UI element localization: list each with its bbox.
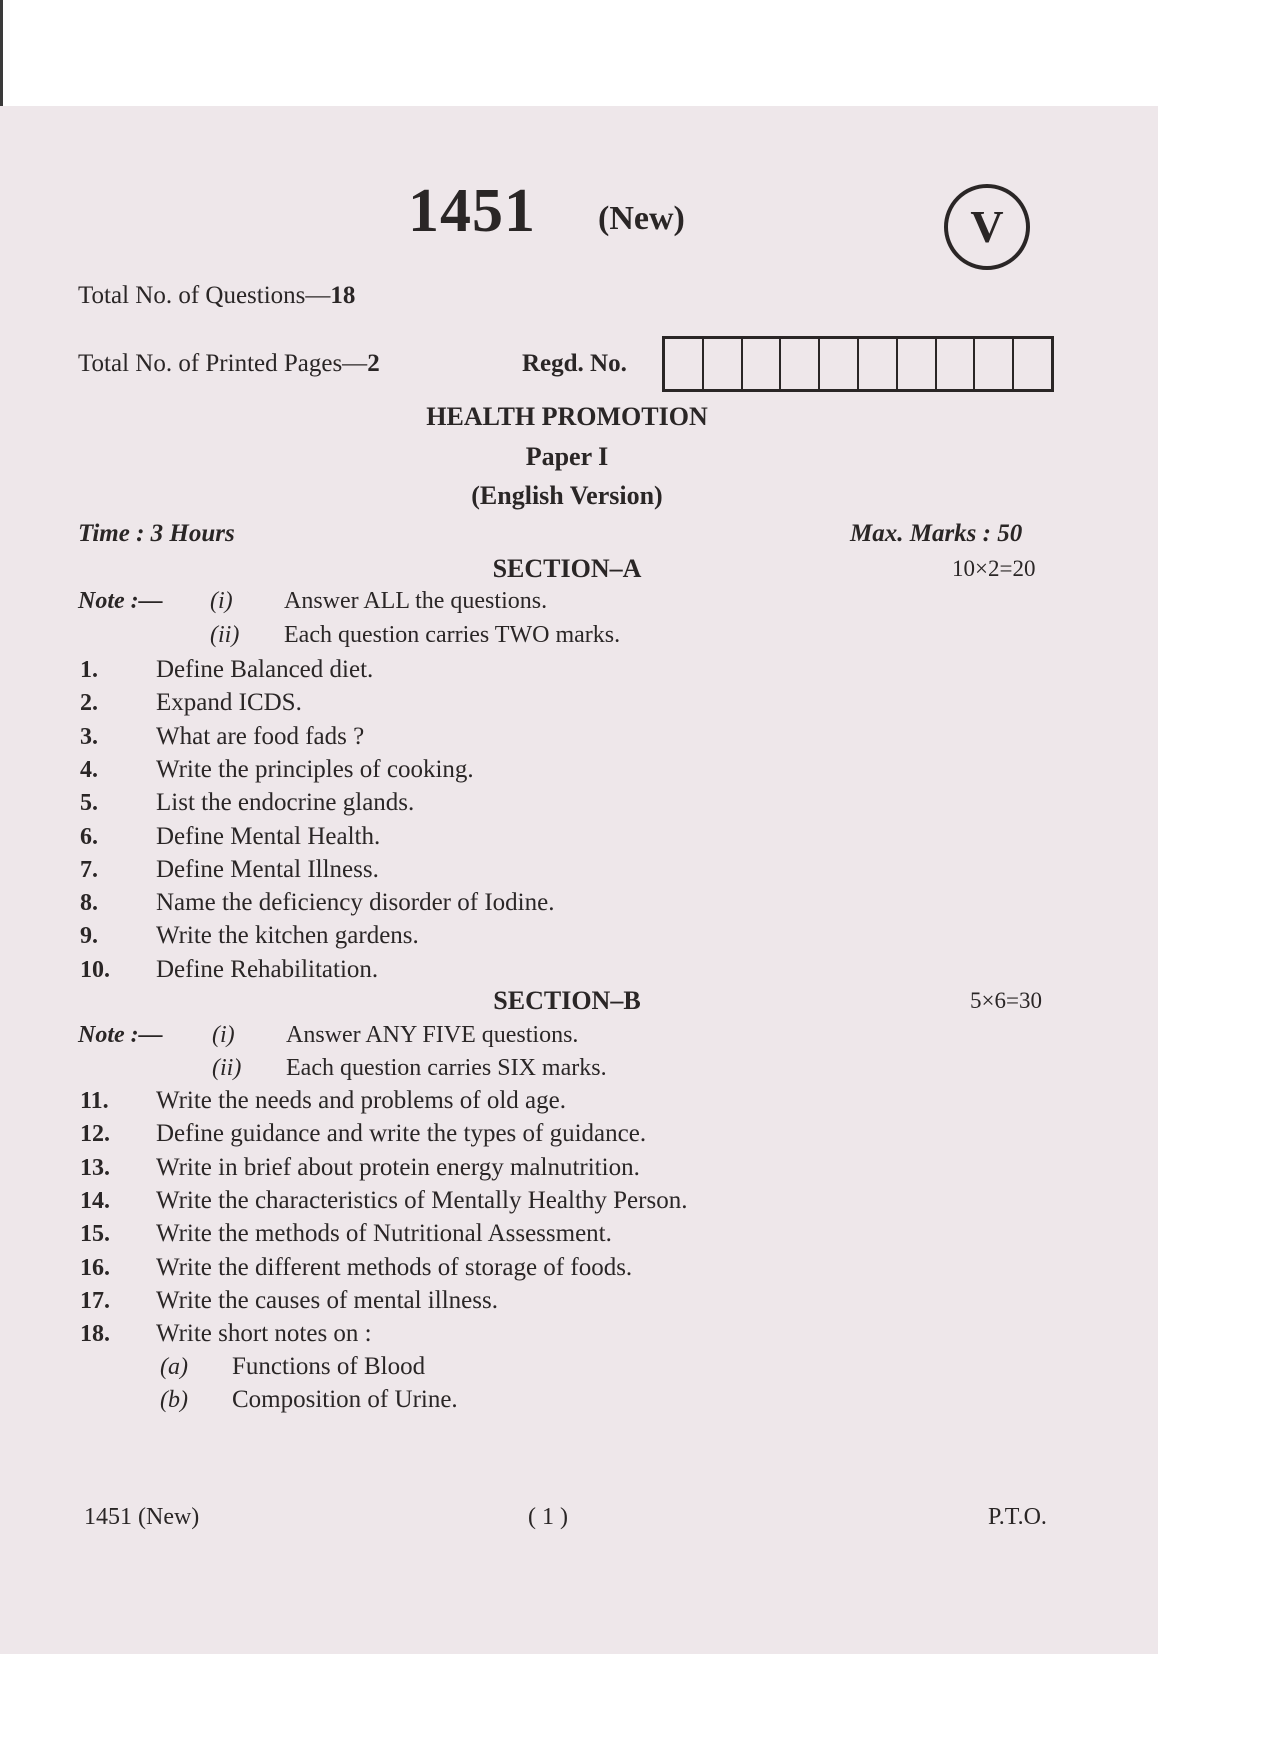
regd-digit-box[interactable] (743, 339, 782, 389)
section-b-note-2 (78, 1055, 878, 1085)
question-text: Write the kitchen gardens. (156, 922, 419, 950)
question-number: 17. (80, 1287, 110, 1314)
regd-number-boxes[interactable] (662, 336, 1054, 392)
note-index: (i) (210, 588, 233, 614)
question-number: 5. (80, 790, 98, 817)
total-questions (78, 282, 355, 310)
question-text: Write the methods of Nutritional Assessment. (156, 1220, 612, 1248)
section-b-note-1 (78, 1022, 878, 1052)
question-text: Name the deficiency disorder of Iodine. (156, 889, 555, 917)
section-b-title: SECTION–B (493, 986, 641, 1015)
question-number: 13. (80, 1154, 110, 1181)
note-index: (ii) (210, 622, 240, 648)
question-number: 14. (80, 1187, 110, 1214)
total-questions-value: 18 (330, 282, 356, 309)
paper-variant: (New) (598, 200, 685, 237)
question-text: List the endocrine glands. (156, 789, 415, 817)
question-number: 6. (80, 823, 98, 850)
total-pages-label: Total No. of Printed Pages— (78, 350, 368, 377)
regd-digit-box[interactable] (665, 339, 704, 389)
total-pages (78, 350, 380, 378)
regd-label: Regd. No. (522, 350, 627, 377)
question-text: Expand ICDS. (156, 689, 302, 717)
regd-digit-box[interactable] (781, 339, 820, 389)
footer-pto: P.T.O. (988, 1504, 1047, 1530)
note-index: (i) (212, 1022, 235, 1048)
question-text: Define Balanced diet. (156, 656, 374, 683)
total-questions-label: Total No. of Questions— (78, 282, 331, 309)
note-text: Answer ANY FIVE questions. (286, 1022, 579, 1048)
question-text: Define Mental Health. (156, 822, 381, 850)
version-title: (English Version) (471, 481, 663, 510)
regd-digit-box[interactable] (898, 339, 937, 389)
regd-digit-box[interactable] (704, 339, 743, 389)
question-number: 10. (80, 956, 110, 983)
question-number: 2. (80, 690, 98, 717)
question-text: Write the principles of cooking. (156, 755, 474, 783)
question-text: Write short notes on : (156, 1320, 372, 1348)
question-number: 12. (80, 1121, 110, 1148)
question-number: 8. (80, 890, 98, 917)
sub-item-index: (a) (160, 1354, 188, 1380)
question-text: What are food fads ? (156, 722, 365, 750)
section-a-note-2 (78, 622, 878, 652)
paper-title: Paper I (525, 442, 609, 471)
question-text: Define Rehabilitation. (156, 955, 379, 983)
note-index: (ii) (212, 1055, 242, 1081)
sub-item-index: (b) (160, 1387, 188, 1413)
question-number: 1. (80, 657, 98, 683)
question-text: Define guidance and write the types of guidance. (156, 1120, 647, 1148)
regd-digit-box[interactable] (820, 339, 859, 389)
regd-digit-box[interactable] (859, 339, 898, 389)
regd-digit-box[interactable] (975, 339, 1014, 389)
total-pages-value: 2 (367, 350, 380, 377)
question-number: 11. (80, 1088, 109, 1114)
question-text: Define Mental Illness. (156, 855, 379, 883)
footer-paper-code: 1451 (New) (84, 1504, 200, 1530)
time-allowed: Time : 3 Hours (78, 520, 235, 547)
note-text: Each question carries TWO marks. (284, 622, 621, 648)
section-a-title: SECTION–A (492, 554, 642, 583)
note-lead: Note :— (78, 1022, 163, 1048)
sub-item-text: Functions of Blood (232, 1353, 426, 1380)
note-text: Each question carries SIX marks. (286, 1055, 607, 1081)
question-text: Write the needs and problems of old age. (156, 1087, 566, 1114)
question-number: 4. (80, 756, 98, 783)
question-text: Write the characteristics of Mentally Healthy Person. (156, 1186, 688, 1214)
question-number: 3. (80, 723, 98, 750)
question-number: 7. (80, 856, 98, 883)
scan-edge-vertical (0, 0, 3, 112)
max-marks: Max. Marks : 50 (850, 520, 1023, 547)
question-number: 15. (80, 1221, 110, 1248)
note-lead: Note :— (78, 588, 163, 614)
question-text: Write in brief about protein energy malnutrition. (156, 1153, 640, 1181)
paper-code: 1451 (408, 177, 536, 245)
question-number: 16. (80, 1254, 110, 1281)
question-text: Write the causes of mental illness. (156, 1286, 498, 1314)
question-text: Write the different methods of storage of foods. (156, 1253, 633, 1281)
question-number: 9. (80, 923, 98, 950)
question-number: 18. (80, 1321, 110, 1348)
footer-page-number: ( 1 ) (528, 1504, 568, 1530)
version-seal: V (944, 184, 1030, 270)
regd-digit-box[interactable] (937, 339, 976, 389)
subject-title: HEALTH PROMOTION (426, 402, 708, 431)
sub-item-text: Composition of Urine. (232, 1386, 458, 1413)
section-a-note-1 (78, 588, 878, 618)
section-b-marks: 5×6=30 (970, 988, 1042, 1013)
regd-digit-box[interactable] (1014, 339, 1051, 389)
note-text: Answer ALL the questions. (284, 588, 548, 614)
section-a-marks: 10×2=20 (952, 556, 1036, 581)
